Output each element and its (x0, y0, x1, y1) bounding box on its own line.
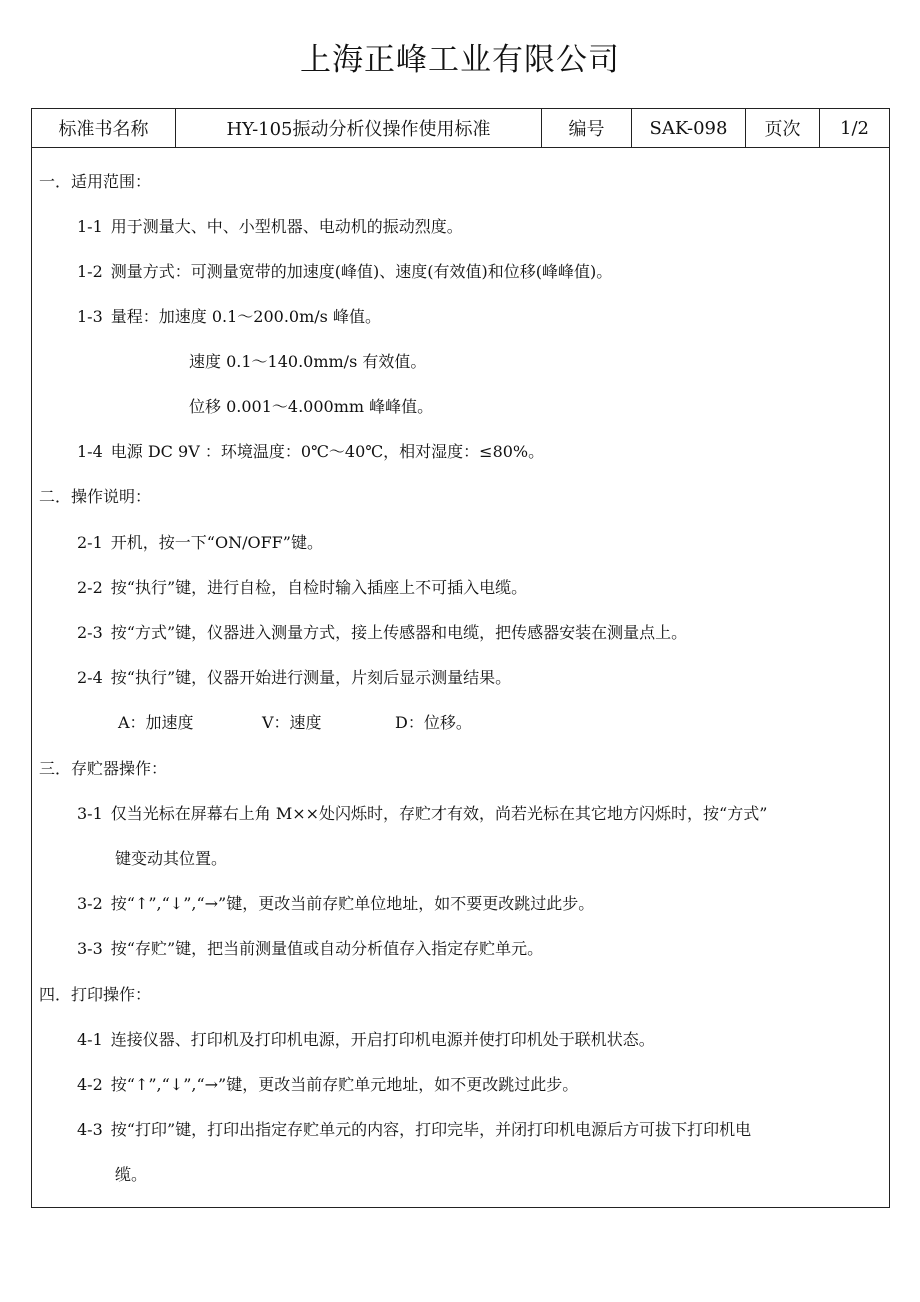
mode-acceleration: A：加速度 (118, 713, 194, 732)
list-item (77, 803, 767, 825)
section-heading-printing: 四．打印操作： (39, 985, 152, 1004)
item-number: 1-2 (77, 262, 103, 281)
list-item (77, 938, 543, 960)
list-item (77, 622, 687, 644)
item-text: 按“存贮”键，把当前测量值或自动分析值存入指定存贮单元。 (110, 939, 544, 958)
item-text: 电源 DC 9V ：环境温度：0℃～40℃，相对湿度：≤80%。 (110, 442, 545, 461)
item-number: 3-1 (77, 804, 103, 823)
list-item (77, 1029, 655, 1051)
section-heading-operation: 二．操作说明： (39, 487, 152, 506)
item-number: 2-4 (77, 668, 103, 687)
item-number: 4-3 (77, 1120, 103, 1139)
item-number: 3-3 (77, 939, 103, 958)
section-heading-scope: 一．适用范围： (39, 172, 152, 191)
item-number: 2-1 (77, 533, 103, 552)
page-value: 1/2 (840, 117, 869, 139)
list-item (77, 667, 511, 689)
page-label: 页次 (746, 109, 820, 147)
mode-velocity: V：速度 (262, 713, 322, 732)
item-text: 连接仪器、打印机及打印机电源，开启打印机电源并使打印机处于联机状态。 (110, 1030, 655, 1049)
range-velocity: 速度 0.1～140.0mm/s 有效值。 (189, 352, 427, 371)
list-item (77, 1119, 751, 1141)
item-number: 1-4 (77, 442, 103, 461)
item-number: 1-3 (77, 307, 103, 326)
item-continuation: 缆。 (115, 1165, 148, 1184)
code-value: SAK-098 (632, 109, 746, 147)
list-item (77, 441, 544, 463)
list-item (77, 1074, 578, 1096)
item-text: 按“↑”,“↓”,“→”键，更改当前存贮单位地址，如不要更改跳过此步。 (110, 894, 595, 913)
company-title: 上海正峰工业有限公司 (300, 42, 620, 78)
item-text: 按“↑”,“↓”,“→”键，更改当前存贮单元地址，如不更改跳过此步。 (110, 1075, 579, 1094)
item-number: 1-1 (77, 217, 103, 236)
list-item (77, 893, 594, 915)
item-text: 按“执行”键，进行自检，自检时输入插座上不可插入电缆。 (110, 578, 528, 597)
section-heading-memory: 三．存贮器操作： (39, 759, 168, 778)
mode-displacement: D：位移。 (395, 713, 472, 732)
mode-legend (118, 712, 472, 734)
item-number: 2-2 (77, 578, 103, 597)
item-text: 测量方式：可测量宽带的加速度(峰值)、速度(有效值)和位移(峰峰值)。 (110, 262, 613, 281)
item-text: 开机，按一下“ON/OFF”键。 (110, 533, 323, 552)
list-item (77, 216, 463, 238)
item-text: 用于测量大、中、小型机器、电动机的振动烈度。 (110, 217, 463, 236)
item-number: 4-2 (77, 1075, 103, 1094)
standard-name-value: HY-105振动分析仪操作使用标准 (176, 109, 542, 147)
item-number: 2-3 (77, 623, 103, 642)
item-text: 按“打印”键，打印出指定存贮单元的内容，打印完毕，并闭打印机电源后方可拔下打印机电 (110, 1120, 752, 1139)
item-text: 按“方式”键，仪器进入测量方式，接上传感器和电缆，把传感器安装在测量点上。 (110, 623, 688, 642)
list-item (77, 577, 527, 599)
code-label: 编号 (542, 109, 632, 147)
item-text: 按“执行”键，仪器开始进行测量，片刻后显示测量结果。 (110, 668, 512, 687)
item-text: 量程：加速度 0.1～200.0m/s 峰值。 (110, 307, 381, 326)
list-item (77, 261, 612, 283)
item-number: 3-2 (77, 894, 103, 913)
range-displacement: 位移 0.001～4.000mm 峰峰值。 (189, 397, 434, 416)
list-item (77, 532, 323, 554)
item-continuation: 键变动其位置。 (115, 849, 228, 868)
standard-name-label: 标准书名称 (32, 109, 176, 147)
standard-document-table (31, 108, 890, 1208)
item-text: 仅当光标在屏幕右上角 M××处闪烁时，存贮才有效，尚若光标在其它地方闪烁时，按“方式” (110, 804, 768, 823)
list-item (77, 306, 381, 328)
header-row (32, 109, 889, 148)
item-number: 4-1 (77, 1030, 103, 1049)
